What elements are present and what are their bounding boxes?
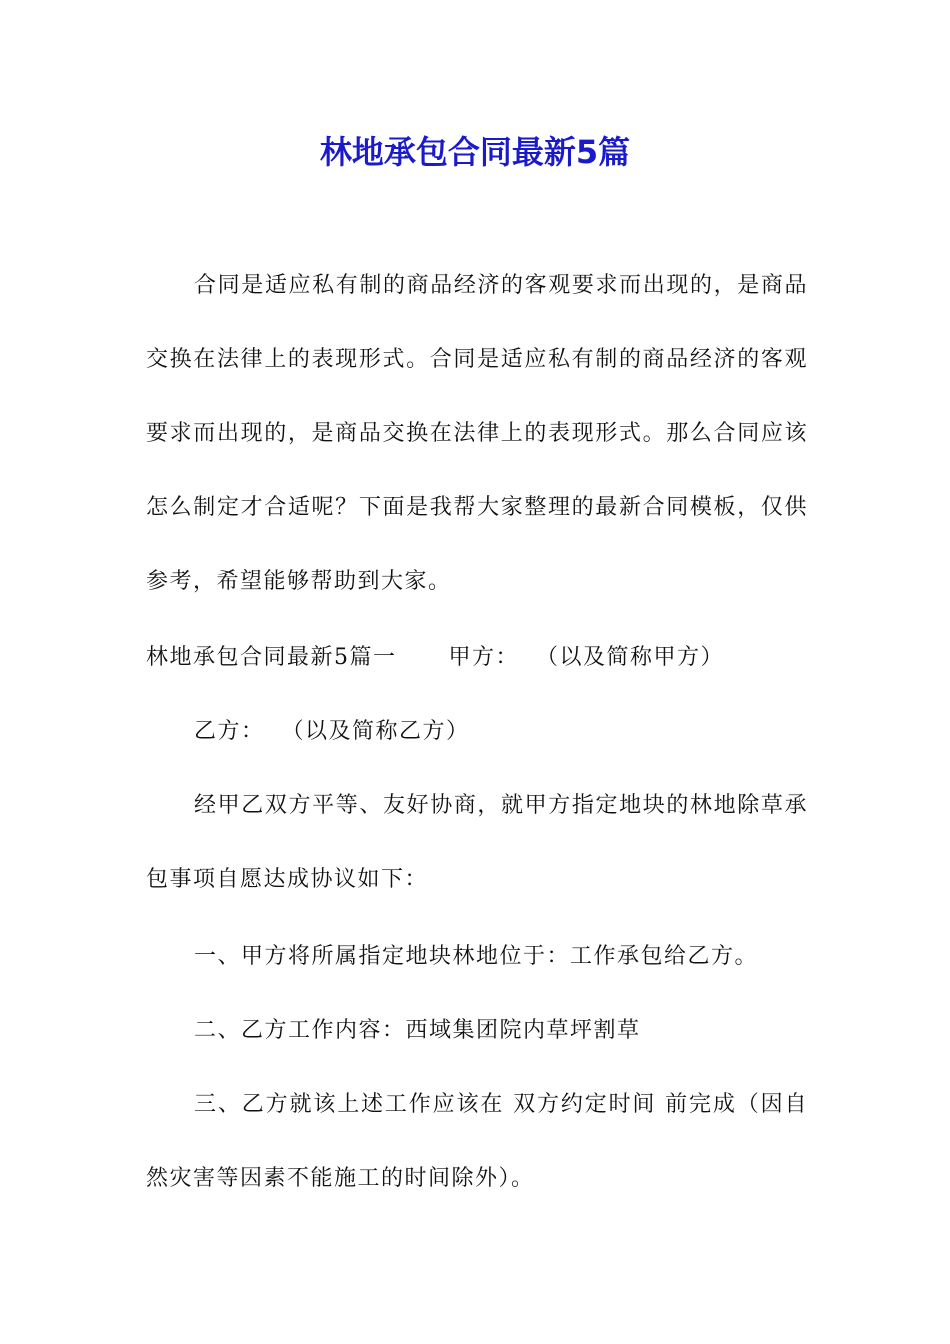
clause-2: 二、乙方工作内容：西域集团院内草坪割草 — [194, 1018, 641, 1043]
agreement-paragraph: 经甲乙双方平等、友好协商，就甲方指定地块的林地除草承包事项自愿达成协议如下： — [146, 793, 808, 892]
intro-paragraph: 合同是适应私有制的商品经济的客观要求而出现的，是商品交换在法律上的表现形式。合同是适应私有制的商品经济的客观要求而出现的，是商品交换在法律上的表现形式。那么合同应该怎么制定才合适呢？下面是我帮大家整理的最新合同模板，仅供参考，希望能够帮助到大家。 — [146, 273, 808, 594]
section-heading: 林地承包合同最新5篇一 — [146, 645, 397, 670]
party-a-line: 甲方： （以及简称甲方） — [448, 645, 724, 670]
clause-3: 三、乙方就该上述工作应该在 双方约定时间 前完成（因自然灾害等因素不能施工的时间除外）。 — [146, 1092, 808, 1191]
document-title: 林地承包合同最新5篇 — [319, 133, 631, 171]
clause-1: 一、甲方将所属指定地块林地位于：工作承包给乙方。 — [194, 944, 759, 969]
section-heading-row — [146, 638, 808, 678]
party-b-line: 乙方： （以及简称乙方） — [194, 719, 470, 744]
